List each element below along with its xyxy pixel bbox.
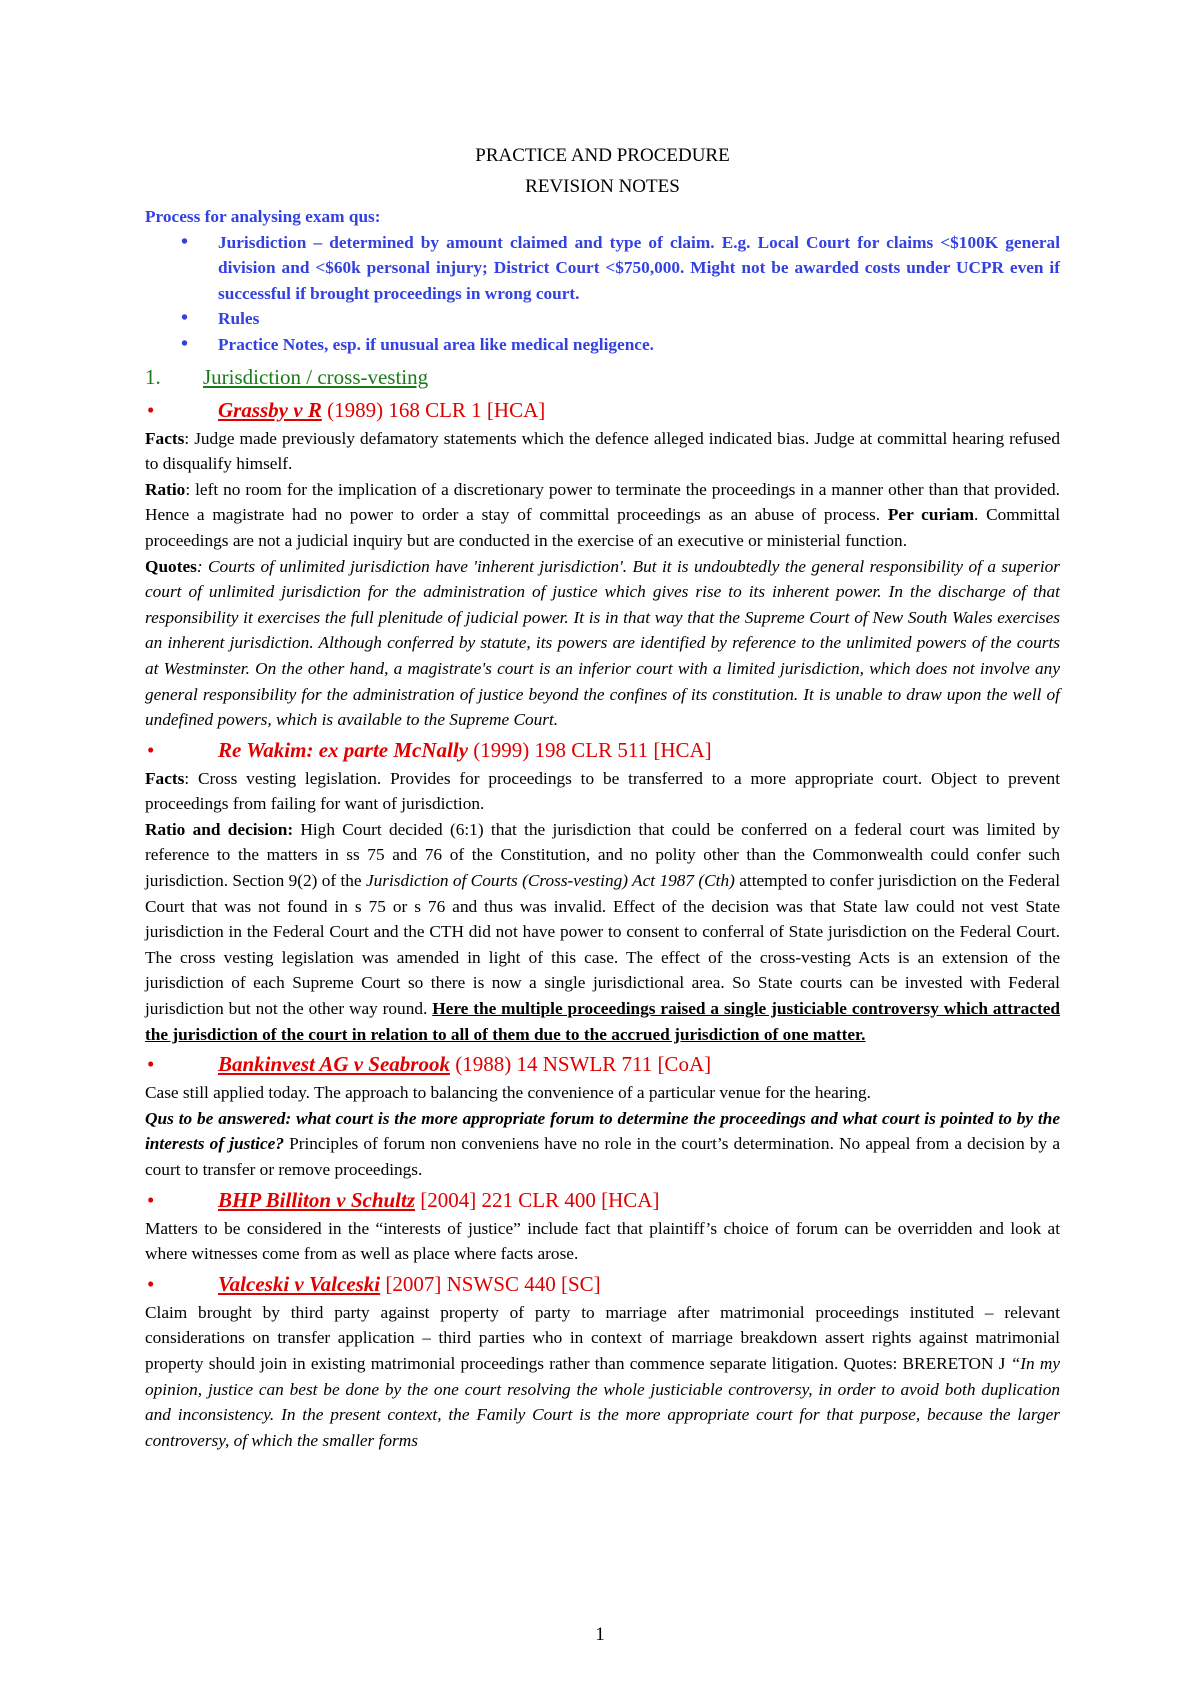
case-question: [145, 1106, 1060, 1183]
per-curiam-text: . Committal proceedings are not a judicial inquiry but are conducted in the exercise of an executive or ministerial function.: [145, 505, 1060, 550]
document-subtitle: REVISION NOTES: [525, 176, 680, 197]
ratio-text: High Court decided (6:1) that the jurisdiction that could be conferred on a federal court was limited by reference to the matters in ss 75 and 76 of the Constitution, and no polity other than the Commonwealth could confer such jurisdiction. Section 9(2) of the: [145, 819, 1060, 891]
case-heading-bhp: [145, 1185, 1060, 1216]
case-note: Case still applied today. The approach to balancing the convenience of a particular venue for the hearing.: [145, 1083, 872, 1103]
case-ratio: [145, 477, 1060, 554]
process-item-rules: • Rules: [218, 306, 1060, 332]
case-ratio: [145, 817, 1060, 1047]
section-number: 1.: [145, 364, 161, 389]
case-name: Grassby v R: [218, 397, 322, 422]
case-quotes: [145, 554, 1060, 733]
act-name: Jurisdiction of Courts (Cross-vesting) Act 1987 (Cth): [365, 871, 735, 891]
quotes-text: : Courts of unlimited jurisdiction have 'inherent jurisdiction'. But it is undoubtedly the general responsibility of a superior court of unlimited jurisdiction for the administration of justice which gives rise to its inherent power. In the discharge of that responsibility it exercises the full plenitude of judicial power. It is in that way that the Supreme Court of New South Wales exercises an inherent jurisdiction. Although conferred by statute, its powers are identified by reference to the unlimited powers of the courts at Westminster. On the other hand, a magistrate's court is an inferior court with a limited jurisdiction, which does not involve any general responsibility for the administration of justice beyond the confines of its constitution. It is unable to draw upon the well of undefined powers, which is available to the Supreme Court.: [145, 556, 1060, 730]
facts-label: Facts: [145, 768, 185, 788]
process-list: [145, 230, 1060, 358]
case-name: Valceski v Valceski: [218, 1271, 381, 1296]
quotes-label: Quotes: [145, 556, 197, 576]
case-name: Re Wakim: ex parte McNally: [218, 737, 469, 762]
process-heading: Process for analysing exam qus:: [145, 207, 381, 226]
case-citation: (1989) 168 CLR 1 [HCA]: [321, 397, 546, 422]
case-facts: [145, 426, 1060, 477]
case-citation: (1999) 198 CLR 511 [HCA]: [468, 737, 712, 762]
ratio-text-cont: attempted to confer jurisdiction on the Federal Court that was not found in s 75 or s 76 and thus was invalid. Effect of the decision was that State law could not vest State jurisdiction in the Federal Court and the CTH did not have power to consent to conferral of State jurisdiction on the Federal Court. The cross vesting legislation was amended in light of this case. The effect of the cross-vesting Acts is an extension of the jurisdiction of each Supreme Court so there is now a single jurisdictional area. So State courts can be invested with Federal jurisdiction but not the other way round.: [145, 871, 1061, 1019]
ratio-text: : left no room for the implication of a discretionary power to terminate the proceedings in a manner other than that provided. Hence a magistrate had no power to order a stay of committal proceedings as an abuse of process.: [145, 479, 1060, 525]
case-heading-bankinvest: [145, 1049, 1060, 1080]
case-citation: [2007] NSWSC 440 [SC]: [380, 1271, 601, 1296]
case-note: [145, 1300, 1060, 1454]
case-name: BHP Billiton v Schultz: [218, 1187, 416, 1212]
page-number: 1: [595, 1624, 605, 1645]
section-title: Jurisdiction / cross-vesting: [203, 364, 429, 389]
ratio-label: Ratio: [145, 479, 186, 499]
document-page: [145, 140, 1060, 1453]
case-heading-wakim: [145, 735, 1060, 766]
case-note-text: Claim brought by third party against property of party to marriage after matrimonial proceedings instituted – relevant considerations on transfer application – third parties who in context of marriage breakdown assert rights against matrimonial property should join in existing matrimonial proceedings rather than commence separate litigation. Quotes: BRERETON J: [145, 1302, 1060, 1373]
case-name: Bankinvest AG v Seabrook: [218, 1052, 450, 1077]
bullet-icon: •: [147, 1052, 155, 1077]
bullet-icon: •: [147, 397, 155, 422]
facts-text: : Judge made previously defamatory statements which the defence alleged indicated bias. Judge at committal hearing refused to disqualify himself.: [145, 428, 1060, 474]
process-item-jurisdiction: • Jurisdiction – determined by amount claimed and type of claim. E.g. Local Court for claims <$100K general division and <$60k personal injury; District Court <$750,000. Might not be awarded costs under UCPR even if successful if brought proceedings in wrong court.: [218, 230, 1060, 307]
facts-text: : Cross vesting legislation. Provides for proceedings to be transferred to a more appropriate court. Object to prevent proceedings from failing for want of jurisdiction.: [145, 768, 1060, 814]
case-heading-valceski: [145, 1269, 1060, 1300]
document-title: PRACTICE AND PROCEDURE: [475, 145, 730, 166]
case-citation: [2004] 221 CLR 400 [HCA]: [415, 1187, 660, 1212]
question-followup: Principles of forum non conveniens have no role in the court’s determination. No appeal from a decision by a court to transfer or remove proceedings.: [145, 1134, 1060, 1179]
case-facts: [145, 766, 1060, 817]
question-text: Qus to be answered: what court is the more appropriate forum to determine the proceedings and what court is pointed to by the interests of justice?: [145, 1108, 1060, 1154]
ratio-label: Ratio and decision:: [145, 819, 294, 839]
case-note: Matters to be considered in the “interests of justice” include fact that plaintiff’s choice of forum can be overridden and look at where witnesses come from as well as place where facts arose.: [145, 1218, 1060, 1264]
bullet-icon: •: [147, 1187, 155, 1212]
case-citation: (1988) 14 NSWLR 711 [CoA]: [449, 1052, 712, 1077]
section-heading-jurisdiction: [145, 362, 1060, 393]
process-item-practice-notes: • Practice Notes, esp. if unusual area like medical negligence.: [218, 332, 1060, 358]
per-curiam-label: Per curiam: [887, 505, 974, 525]
ratio-emphasis: Here the multiple proceedings raised a single justiciable controversy which attracted the jurisdiction of the court in relation to all of them due to the accrued jurisdiction of one matter.: [145, 999, 1060, 1044]
bullet-icon: •: [147, 1271, 155, 1296]
case-quote: “In my opinion, justice can best be done by the one court resolving the whole justiciable controversy, in order to avoid both duplication and inconsistency. In the present context, the Family Court is the more appropriate court for that purpose, because the larger controversy, of which the smaller forms: [145, 1353, 1060, 1450]
case-heading-grassby: [145, 395, 1060, 426]
facts-label: Facts: [145, 428, 185, 448]
bullet-icon: •: [147, 737, 155, 762]
